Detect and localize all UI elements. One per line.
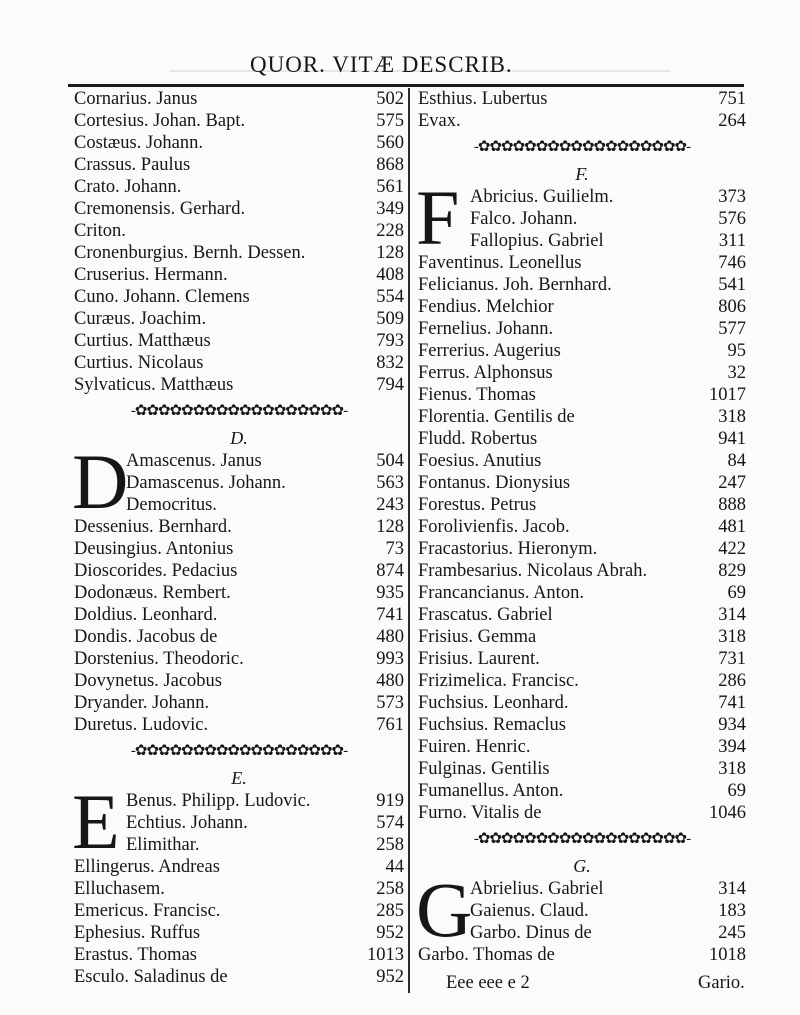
index-entry: [74, 286, 404, 308]
entry-page-number: 318: [718, 407, 746, 427]
index-entry: [418, 274, 746, 296]
entry-name: Frizimelica. Francisc.: [418, 671, 579, 691]
ornament-divider: -✿✿✿✿✿✿✿✿✿✿✿✿✿✿✿✿✿✿-: [130, 743, 348, 759]
entry-page-number: 829: [718, 561, 746, 581]
entry-name: Dioscorides. Pedacius: [74, 561, 238, 581]
entry-page-number: 264: [718, 111, 746, 131]
index-entry: [418, 450, 746, 472]
entry-page-number: 554: [376, 287, 404, 307]
entry-page-number: 952: [376, 923, 404, 943]
entry-name: Cortesius. Johan. Bapt.: [74, 111, 246, 131]
entry-name: Abricius. Guilielm.: [470, 187, 614, 207]
entry-page-number: 394: [718, 737, 746, 757]
g-lead-block: [416, 866, 746, 953]
index-entry: [418, 472, 746, 494]
e-entries-list-continued: [418, 88, 746, 132]
entry-name: Fracastorius. Hieronym.: [418, 539, 598, 559]
index-entry: [74, 922, 404, 944]
index-entry: [74, 132, 404, 154]
entry-name: Erastus. Thomas: [74, 945, 197, 965]
entry-page-number: 480: [376, 627, 404, 647]
entry-page-number: 741: [718, 693, 746, 713]
entry-page-number: 761: [376, 715, 404, 735]
index-entry: [74, 670, 404, 692]
index-entry: [418, 186, 746, 208]
entry-page-number: 1046: [709, 803, 746, 823]
index-entry: [418, 780, 746, 802]
entry-name: Cornarius. Janus: [74, 89, 198, 109]
entry-name: Gaienus. Claud.: [470, 901, 589, 921]
index-entry: [418, 670, 746, 692]
g-lead-entries: [418, 878, 746, 944]
entry-page-number: 934: [718, 715, 746, 735]
entry-page-number: 741: [376, 605, 404, 625]
left-column: [74, 88, 404, 988]
index-entry: [74, 834, 404, 856]
entry-name: Fuiren. Henric.: [418, 737, 531, 757]
index-entry: [74, 472, 404, 494]
entry-name: Frisius. Gemma: [418, 627, 537, 647]
index-entry: [74, 374, 404, 396]
index-entry: [418, 340, 746, 362]
index-entry: [74, 790, 404, 812]
index-entry: [418, 626, 746, 648]
index-entry: [418, 560, 746, 582]
entry-page-number: 44: [385, 857, 404, 877]
entry-name: Benus. Philipp. Ludovic.: [126, 791, 311, 811]
entry-name: Deusingius. Antonius: [74, 539, 234, 559]
entry-name: Esthius. Lubertus: [418, 89, 548, 109]
entry-name: Crassus. Paulus: [74, 155, 191, 175]
index-entry: [74, 176, 404, 198]
entry-page-number: 32: [727, 363, 746, 383]
entry-name: Echtius. Johann.: [126, 813, 248, 833]
drop-cap-d: D: [72, 438, 129, 525]
index-entry: [418, 692, 746, 714]
index-entry: [74, 692, 404, 714]
index-entry: [74, 966, 404, 988]
entry-name: Falco. Johann.: [470, 209, 578, 229]
index-entry: [418, 802, 746, 824]
entry-name: Abrielius. Gabriel: [470, 879, 604, 899]
entry-name: Evax.: [418, 111, 461, 131]
f-entries-list: [418, 252, 746, 824]
entry-page-number: 560: [376, 133, 404, 153]
entry-name: Emericus. Francisc.: [74, 901, 221, 921]
entry-name: Curæus. Joachim.: [74, 309, 207, 329]
index-entry: [74, 330, 404, 352]
entry-name: Fuchsius. Remaclus: [418, 715, 566, 735]
entry-page-number: 422: [718, 539, 746, 559]
index-entry: [418, 516, 746, 538]
entry-name: Fallopius. Gabriel: [470, 231, 604, 251]
entry-page-number: 286: [718, 671, 746, 691]
entry-page-number: 245: [718, 923, 746, 943]
entry-name: Damascenus. Johann.: [126, 473, 286, 493]
index-entry: [74, 582, 404, 604]
entry-page-number: 95: [727, 341, 746, 361]
entry-name: Francancianus. Anton.: [418, 583, 584, 603]
entry-page-number: 84: [727, 451, 746, 471]
index-entry: [74, 538, 404, 560]
index-entry: [418, 428, 746, 450]
entry-page-number: 793: [376, 331, 404, 351]
index-entry: [74, 516, 404, 538]
index-entry: [418, 362, 746, 384]
entry-name: Dryander. Johann.: [74, 693, 210, 713]
entry-page-number: 794: [376, 375, 404, 395]
signature-mark: Eee eee e 2: [446, 973, 530, 993]
entry-page-number: 318: [718, 627, 746, 647]
f-lead-block: [416, 174, 746, 261]
entry-name: Curtius. Matthæus: [74, 331, 211, 351]
entry-page-number: 247: [718, 473, 746, 493]
entry-page-number: 575: [376, 111, 404, 131]
index-entry: [418, 944, 746, 966]
index-entry: [74, 812, 404, 834]
drop-cap-f: F: [416, 174, 460, 261]
entry-name: Esculo. Saladinus de: [74, 967, 228, 987]
entry-name: Elluchasem.: [74, 879, 165, 899]
entry-page-number: 258: [376, 879, 404, 899]
entry-page-number: 919: [376, 791, 404, 811]
d-lead-entries: [74, 450, 404, 516]
index-entry: [418, 318, 746, 340]
e-lead-block: [72, 778, 404, 865]
index-entry: [74, 604, 404, 626]
index-entry: [74, 856, 404, 878]
entry-name: Dodonæus. Rembert.: [74, 583, 231, 603]
index-entry: [418, 384, 746, 406]
entry-name: Duretus. Ludovic.: [74, 715, 209, 735]
entry-name: Foesius. Anutius: [418, 451, 542, 471]
entry-page-number: 183: [718, 901, 746, 921]
index-entry: [418, 208, 746, 230]
index-entry: [74, 110, 404, 132]
entry-page-number: 69: [727, 781, 746, 801]
entry-name: Fendius. Melchior: [418, 297, 554, 317]
index-entry: [418, 252, 746, 274]
entry-page-number: 888: [718, 495, 746, 515]
entry-name: Forolivienfis. Jacob.: [418, 517, 570, 537]
index-entry: [418, 648, 746, 670]
entry-name: Fienus. Thomas: [418, 385, 536, 405]
index-entry: [418, 604, 746, 626]
index-entry: [418, 494, 746, 516]
running-head: QUOR. VITÆ DESCRIB.: [250, 52, 513, 77]
entry-name: Fludd. Robertus: [418, 429, 538, 449]
entry-name: Ferrerius. Augerius: [418, 341, 561, 361]
entry-name: Democritus.: [126, 495, 217, 515]
entry-page-number: 504: [376, 451, 404, 471]
entry-page-number: 577: [718, 319, 746, 339]
section-letter-f: F.: [575, 164, 589, 184]
index-entry: [418, 878, 746, 900]
entry-page-number: 874: [376, 561, 404, 581]
c-entries-list: [74, 88, 404, 396]
entry-name: Amascenus. Janus: [126, 451, 262, 471]
entry-page-number: 228: [376, 221, 404, 241]
entry-name: Garbo. Thomas de: [418, 945, 555, 965]
section-letter-d: D.: [230, 428, 248, 448]
entry-name: Felicianus. Joh. Bernhard.: [418, 275, 612, 295]
entry-name: Frambesarius. Nicolaus Abrah.: [418, 561, 648, 581]
entry-page-number: 311: [718, 231, 746, 251]
index-entry: [74, 494, 404, 516]
entry-page-number: 993: [376, 649, 404, 669]
entry-name: Curtius. Nicolaus: [74, 353, 204, 373]
index-entry: [74, 626, 404, 648]
column-divider: [408, 88, 410, 993]
index-entry: [74, 648, 404, 670]
entry-name: Frascatus. Gabriel: [418, 605, 553, 625]
entry-page-number: 746: [718, 253, 746, 273]
entry-name: Crato. Johann.: [74, 177, 182, 197]
entry-page-number: 480: [376, 671, 404, 691]
entry-page-number: 318: [718, 759, 746, 779]
entry-page-number: 832: [376, 353, 404, 373]
catchword: Gario.: [698, 973, 745, 993]
entry-page-number: 563: [376, 473, 404, 493]
entry-page-number: 258: [376, 835, 404, 855]
entry-page-number: 408: [376, 265, 404, 285]
index-entry: [74, 944, 404, 966]
entry-page-number: 1018: [709, 945, 746, 965]
index-entry: [74, 352, 404, 374]
index-entry: [418, 736, 746, 758]
index-entry: [74, 560, 404, 582]
entry-name: Ephesius. Ruffus: [74, 923, 201, 943]
index-entry: [418, 88, 746, 110]
entry-name: Fumanellus. Anton.: [418, 781, 564, 801]
entry-name: Cruserius. Hermann.: [74, 265, 228, 285]
index-entry: [418, 230, 746, 252]
ornament-divider: -✿✿✿✿✿✿✿✿✿✿✿✿✿✿✿✿✿✿-: [473, 831, 691, 847]
index-entry: [418, 582, 746, 604]
index-entry: [74, 900, 404, 922]
entry-page-number: 561: [376, 177, 404, 197]
entry-page-number: 868: [376, 155, 404, 175]
ornament-divider: -✿✿✿✿✿✿✿✿✿✿✿✿✿✿✿✿✿✿-: [130, 403, 348, 419]
entry-name: Frisius. Laurent.: [418, 649, 540, 669]
entry-name: Faventinus. Leonellus: [418, 253, 582, 273]
entry-page-number: 243: [376, 495, 404, 515]
entry-page-number: 941: [718, 429, 746, 449]
entry-page-number: 128: [376, 243, 404, 263]
section-letter-e: E.: [231, 768, 247, 788]
index-entry: [74, 154, 404, 176]
index-entry: [74, 308, 404, 330]
e-entries-list: [74, 856, 404, 988]
index-entry: [418, 758, 746, 780]
index-entry: [418, 110, 746, 132]
f-lead-entries: [418, 186, 746, 252]
entry-name: Forestus. Petrus: [418, 495, 537, 515]
entry-name: Dondis. Jacobus de: [74, 627, 218, 647]
index-entry: [418, 714, 746, 736]
entry-page-number: 314: [718, 879, 746, 899]
entry-name: Cronenburgius. Bernh. Dessen.: [74, 243, 306, 263]
entry-name: Garbo. Dinus de: [470, 923, 592, 943]
entry-page-number: 573: [376, 693, 404, 713]
index-entry: [418, 538, 746, 560]
entry-page-number: 285: [376, 901, 404, 921]
index-entry: [74, 714, 404, 736]
entry-name: Fontanus. Dionysius: [418, 473, 571, 493]
entry-name: Elimithar.: [126, 835, 200, 855]
entry-name: Dorstenius. Theodoric.: [74, 649, 244, 669]
d-entries-list: [74, 516, 404, 736]
entry-page-number: 73: [385, 539, 404, 559]
entry-name: Dovynetus. Jacobus: [74, 671, 222, 691]
drop-cap-g: G: [416, 866, 473, 953]
section-letter-g: G.: [573, 856, 591, 876]
index-entry: [74, 198, 404, 220]
g-entries-list: [418, 944, 746, 966]
entry-page-number: 373: [718, 187, 746, 207]
entry-name: Doldius. Leonhard.: [74, 605, 218, 625]
index-entry: [74, 242, 404, 264]
index-entry: [418, 296, 746, 318]
entry-page-number: 69: [727, 583, 746, 603]
index-entry: [74, 88, 404, 110]
entry-name: Costæus. Johann.: [74, 133, 204, 153]
entry-name: Ellingerus. Andreas: [74, 857, 220, 877]
entry-page-number: 481: [718, 517, 746, 537]
entry-page-number: 731: [718, 649, 746, 669]
entry-page-number: 1017: [709, 385, 746, 405]
index-entry: [74, 878, 404, 900]
entry-name: Sylvaticus. Matthæus: [74, 375, 234, 395]
entry-name: Cuno. Johann. Clemens: [74, 287, 250, 307]
entry-page-number: 502: [376, 89, 404, 109]
entry-page-number: 935: [376, 583, 404, 603]
entry-page-number: 509: [376, 309, 404, 329]
index-entry: [74, 264, 404, 286]
index-entry: [418, 900, 746, 922]
d-lead-block: [72, 438, 404, 525]
entry-page-number: 574: [376, 813, 404, 833]
index-entry: [418, 406, 746, 428]
entry-name: Cremonensis. Gerhard.: [74, 199, 246, 219]
entry-page-number: 952: [376, 967, 404, 987]
entry-page-number: 541: [718, 275, 746, 295]
drop-cap-e: E: [72, 778, 120, 865]
entry-name: Ferrus. Alphonsus: [418, 363, 553, 383]
entry-name: Fuchsius. Leonhard.: [418, 693, 569, 713]
entry-name: Furno. Vitalis de: [418, 803, 542, 823]
entry-page-number: 806: [718, 297, 746, 317]
e-lead-entries: [74, 790, 404, 856]
right-column: [418, 88, 746, 966]
entry-page-number: 1013: [367, 945, 404, 965]
entry-name: Florentia. Gentilis de: [418, 407, 575, 427]
index-entry: [74, 220, 404, 242]
entry-name: Criton.: [74, 221, 126, 241]
entry-page-number: 349: [376, 199, 404, 219]
entry-name: Fulginas. Gentilis: [418, 759, 550, 779]
entry-page-number: 751: [718, 89, 746, 109]
entry-page-number: 314: [718, 605, 746, 625]
entry-page-number: 576: [718, 209, 746, 229]
entry-name: Fernelius. Johann.: [418, 319, 554, 339]
entry-name: Dessenius. Bernhard.: [74, 517, 232, 537]
ornament-divider: -✿✿✿✿✿✿✿✿✿✿✿✿✿✿✿✿✿✿-: [473, 139, 691, 155]
index-entry: [74, 450, 404, 472]
header-rule: [68, 84, 744, 87]
entry-page-number: 128: [376, 517, 404, 537]
index-entry: [418, 922, 746, 944]
